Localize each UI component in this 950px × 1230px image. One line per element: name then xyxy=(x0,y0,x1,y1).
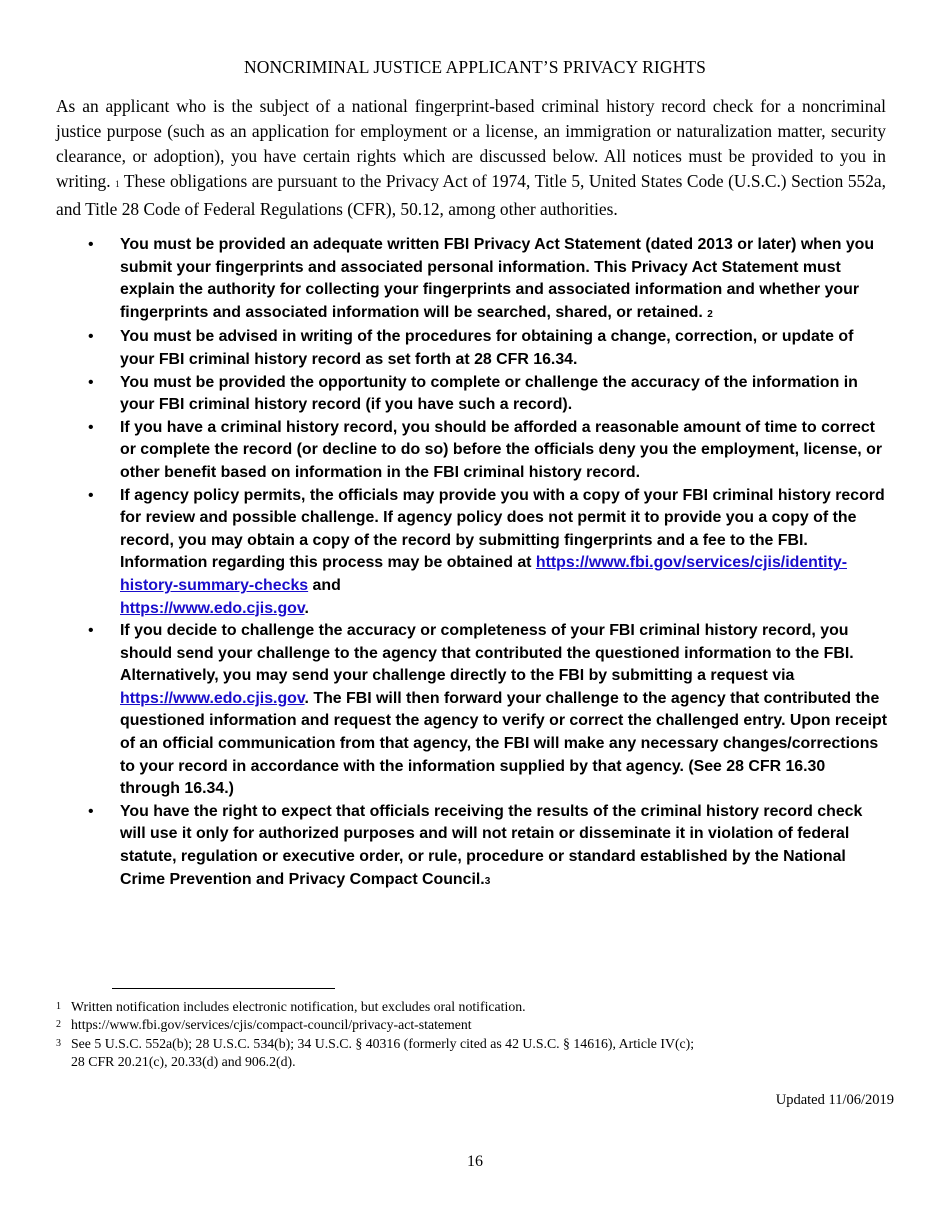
list-item xyxy=(88,326,888,371)
right-text: You have the right to expect that officials receiving the results of the criminal history record check will use it only for authorized purposes and will not retain or disseminate it in violation of federal statute, regulation or executive order, or rule, procedure or standard established by the National Crime Prevention and Privacy Compact Council. xyxy=(120,802,863,888)
bullet-icon: • xyxy=(88,622,94,640)
right-text: If you decide to challenge the accuracy or completeness of your FBI criminal history record, you should send your challenge to the agency that contributed the questioned information to the FBI. Alternatively, you may send your challenge directly to the FBI by submitting a request via xyxy=(120,622,854,685)
right-text: If you have a criminal history record, you should be afforded a reasonable amount of time to correct or complete the record (or decline to do so) before the officials deny you the employment, license, or other benefit based on information in the FBI criminal history record. xyxy=(120,418,883,481)
footnote-number: 3 xyxy=(56,1037,61,1049)
list-item xyxy=(88,485,888,621)
list-item xyxy=(88,801,888,893)
intro-text-b: These obligations are pursuant to the Privacy Act of 1974, Title 5, United States Code (U.S.C.) Section 552a, and Title 28 Code of Federal Regulations (CFR), 50.12, among other authorities. xyxy=(56,171,886,219)
edo-cjis-link[interactable]: https://www.edo.cjis.gov xyxy=(120,599,305,617)
rights-list xyxy=(88,234,888,893)
footnote-ref-3[interactable]: 3 xyxy=(484,875,491,887)
footnote-1 xyxy=(56,998,856,1016)
edo-cjis-link[interactable]: https://www.edo.cjis.gov xyxy=(120,689,305,707)
footnote-number: 1 xyxy=(56,1001,61,1012)
right-text: You must be provided an adequate written FBI Privacy Act Statement (dated 2013 or later) when you submit your fingerprints and associated personal information. This Privacy Act Statement must explain the authority for collecting your fingerprints and associated information and whether your fingerprints and associated information will be searched, shared, or retained. xyxy=(120,236,875,321)
bullet-icon: • xyxy=(88,373,94,391)
page-title: NONCRIMINAL JUSTICE APPLICANT’S PRIVACY RIGHTS xyxy=(244,57,706,77)
bullet-icon: • xyxy=(88,486,94,504)
bullet-icon: • xyxy=(88,328,94,346)
bullet-icon: • xyxy=(88,802,94,820)
page-number: 16 xyxy=(467,1153,483,1170)
footnote-text: See 5 U.S.C. 552a(b); 28 U.S.C. 534(b); 34 U.S.C. § 40316 (formerly cited as 42 U.S.C. § 14616), Article IV(c); xyxy=(71,1035,695,1051)
bullet-icon: • xyxy=(88,418,94,436)
right-text: If agency policy permits, the officials may provide you with a copy of your FBI criminal history record for review and possible challenge. If agency policy does not permit it to provide you a copy of the record, you may obtain a copy of the record by submitting fingerprints and a fee to the FBI. Information regarding this process may be obtained at xyxy=(120,486,885,572)
footnote-ref-2[interactable]: 2 xyxy=(707,308,713,320)
footnote-divider xyxy=(112,988,335,989)
intro-paragraph xyxy=(56,94,886,222)
footnote-2 xyxy=(56,1016,856,1034)
list-item xyxy=(88,234,888,326)
list-item xyxy=(88,372,888,417)
list-item xyxy=(88,620,888,801)
bullet-icon: • xyxy=(88,236,94,253)
right-text: You must be advised in writing of the procedures for obtaining a change, correction, or update of your FBI criminal history record as set forth at 28 CFR 16.34. xyxy=(120,328,854,368)
updated-date: Updated 11/06/2019 xyxy=(775,1092,894,1108)
right-text: You must be provided the opportunity to complete or challenge the accuracy of the information in your FBI criminal history record (if you have such a record). xyxy=(120,373,858,414)
footnote-text-cont: 28 CFR 20.21(c), 20.33(d) and 906.2(d). xyxy=(71,1054,296,1070)
footnote-ref-1[interactable]: 1 xyxy=(115,179,120,189)
footnotes xyxy=(56,998,856,1072)
footnote-text: https://www.fbi.gov/services/cjis/compact-council/privacy-act-statement xyxy=(71,1017,472,1033)
footnote-text: Written notification includes electronic notification, but excludes oral notification. xyxy=(71,999,526,1014)
identity-history-link[interactable]: https://www.fbi.gov/services/cjis/identity-history-summary-checks xyxy=(120,554,847,594)
footnote-3 xyxy=(56,1035,856,1072)
right-text-cont: . The FBI will then forward your challenge to the agency that contributed the questioned information and request the agency to verify or correct the challenged entry. Upon receipt of an official communication from that agency, the FBI will make any necessary changes/corrections to your record in accordance with the information supplied by that agency. (See 28 CFR 16.30 through 16.34.) xyxy=(120,689,888,798)
list-item xyxy=(88,417,888,485)
footnote-number: 2 xyxy=(56,1019,61,1031)
conjunction-text: and xyxy=(312,576,341,594)
sentence-end: . xyxy=(304,599,309,617)
intro-text-a: As an applicant who is the subject of a national fingerprint-based criminal history record check for a noncriminal justice purpose (such as an application for employment or a license, an immigration or naturalization matter, security clearance, or adoption), you have certain rights which are discussed below. All notices must be provided to you in writing. xyxy=(56,96,886,191)
